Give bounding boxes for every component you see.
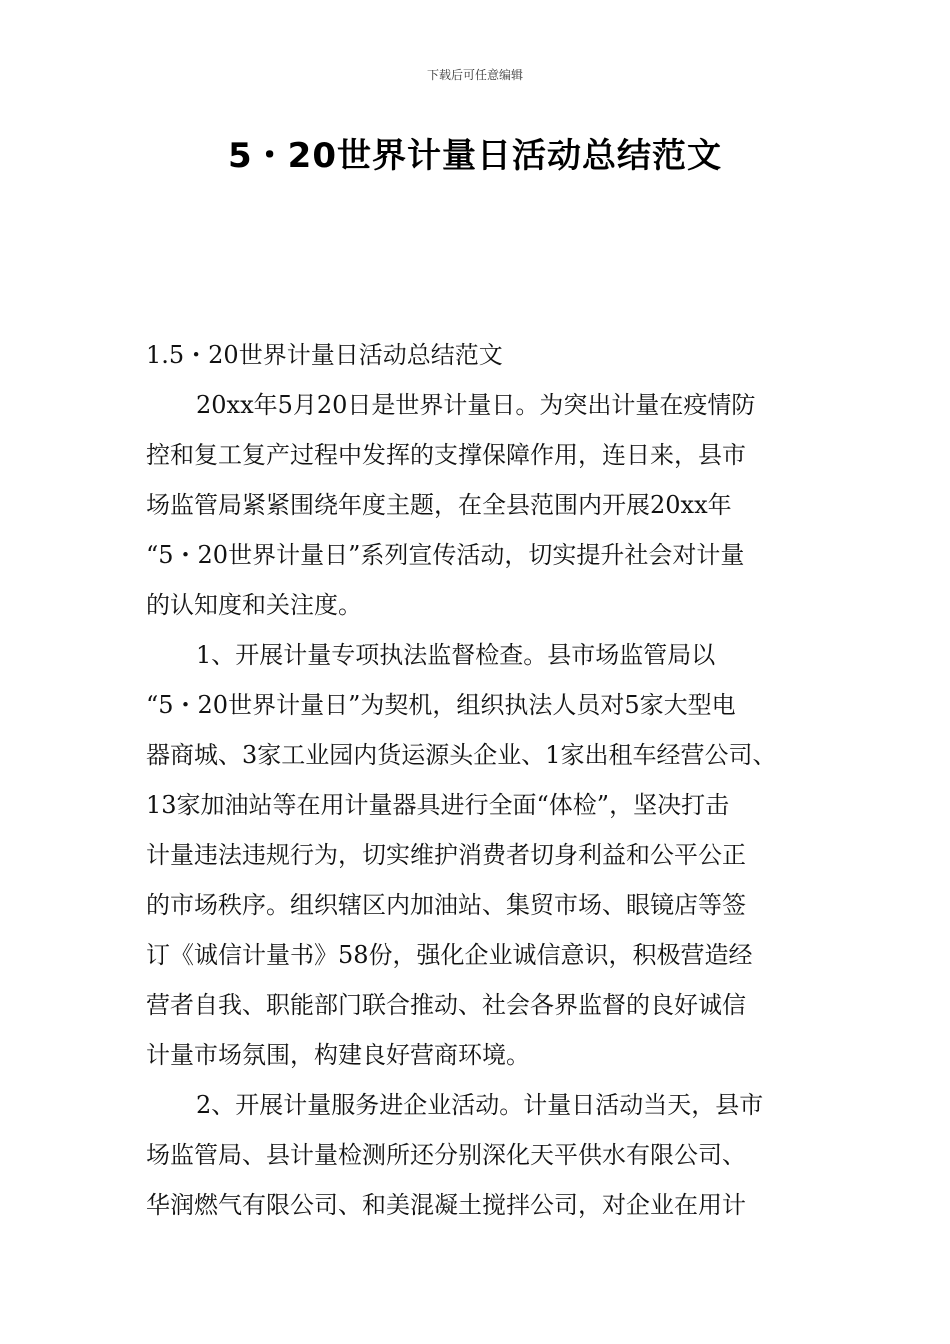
paragraph-line: 场监管局紧紧围绕年度主题，在全县范围内开展20xx年 — [146, 491, 732, 519]
paragraph-service — [146, 1080, 811, 1230]
paragraph-line: 控和复工复产过程中发挥的支撑保障作用，连日来，县市 — [146, 441, 746, 469]
paragraph-line: 20xx年5月20日是世界计量日。为突出计量在疫情防 — [196, 391, 756, 419]
paragraph-line: 2、开展计量服务进企业活动。计量日活动当天，县市 — [196, 1091, 764, 1119]
paragraph-line: 计量违法违规行为，切实维护消费者切身利益和公平公正 — [146, 841, 746, 869]
paragraph-line: “5・20世界计量日”为契机，组织执法人员对5家大型电 — [146, 691, 736, 719]
paragraph-line: 订《诚信计量书》58份，强化企业诚信意识，积极营造经 — [146, 941, 753, 969]
document-title: 5・20世界计量日活动总结范文 — [228, 136, 722, 176]
download-note: 下载后可任意编辑 — [426, 68, 523, 82]
document-body — [146, 330, 811, 1230]
paragraph-line: 器商城、3家工业园内货运源头企业、1家出租车经营公司、 — [146, 741, 777, 769]
paragraph-line: “5・20世界计量日”系列宣传活动，切实提升社会对计量 — [146, 541, 745, 569]
paragraph-line: 1、开展计量专项执法监督检查。县市场监管局以 — [196, 641, 716, 669]
paragraph-line: 的市场秩序。组织辖区内加油站、集贸市场、眼镜店等签 — [146, 891, 746, 919]
paragraph-line: 13家加油站等在用计量器具进行全面“体检”，坚决打击 — [146, 791, 730, 819]
paragraph-intro — [146, 380, 811, 630]
section-heading: 1.5・20世界计量日活动总结范文 — [146, 341, 503, 369]
paragraph-line: 场监管局、县计量检测所还分别深化天平供水有限公司、 — [146, 1141, 746, 1169]
paragraph-enforcement — [146, 630, 811, 1080]
paragraph-line: 计量市场氛围，构建良好营商环境。 — [146, 1041, 530, 1069]
paragraph-line: 营者自我、职能部门联合推动、社会各界监督的良好诚信 — [146, 991, 746, 1019]
paragraph-line: 的认知度和关注度。 — [146, 591, 362, 619]
paragraph-line: 华润燃气有限公司、和美混凝土搅拌公司，对企业在用计 — [146, 1191, 746, 1219]
